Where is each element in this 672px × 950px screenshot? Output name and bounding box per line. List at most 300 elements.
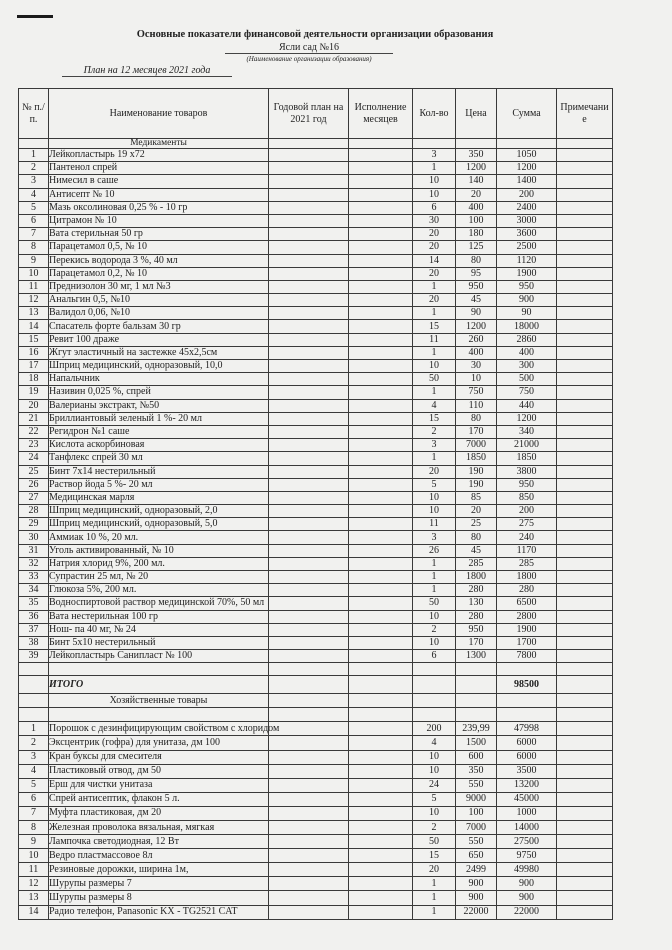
execution-cell bbox=[349, 241, 413, 254]
quantity-cell: 10 bbox=[413, 175, 456, 188]
annual-plan-cell bbox=[269, 722, 349, 736]
sum-cell: 27500 bbox=[497, 835, 557, 849]
sum-cell: 900 bbox=[497, 294, 557, 307]
sum-cell: 750 bbox=[497, 386, 557, 399]
item-name: Ведро пластмассовое 8л bbox=[49, 849, 269, 863]
empty-cell bbox=[19, 663, 49, 676]
item-name: Преднизолон 30 мг, 1 мл №3 bbox=[49, 280, 269, 293]
row-number: 19 bbox=[19, 386, 49, 399]
price-cell: 25 bbox=[456, 518, 497, 531]
annual-plan-cell bbox=[269, 214, 349, 227]
sum-cell: 1850 bbox=[497, 452, 557, 465]
table-row bbox=[19, 478, 613, 491]
table-row bbox=[19, 584, 613, 597]
quantity-cell: 5 bbox=[413, 478, 456, 491]
note-cell bbox=[557, 214, 613, 227]
table-row bbox=[19, 214, 613, 227]
table-row bbox=[19, 531, 613, 544]
execution-cell bbox=[349, 149, 413, 162]
quantity-cell: 30 bbox=[413, 214, 456, 227]
note-cell bbox=[557, 267, 613, 280]
item-name: Кран буксы для смесителя bbox=[49, 750, 269, 764]
sum-cell: 45000 bbox=[497, 792, 557, 806]
col-header-annual-plan: Годовой план на 2021 год bbox=[269, 89, 349, 139]
note-cell bbox=[557, 280, 613, 293]
item-name: Спрей антисептик, флакон 5 л. bbox=[49, 792, 269, 806]
annual-plan-cell bbox=[269, 544, 349, 557]
quantity-cell: 26 bbox=[413, 544, 456, 557]
price-cell: 100 bbox=[456, 214, 497, 227]
empty-cell bbox=[497, 663, 557, 676]
note-cell bbox=[557, 792, 613, 806]
row-number: 4 bbox=[19, 188, 49, 201]
sum-cell: 6500 bbox=[497, 597, 557, 610]
annual-plan-cell bbox=[269, 439, 349, 452]
note-cell bbox=[557, 650, 613, 663]
table-row bbox=[19, 849, 613, 863]
item-name: Напальчник bbox=[49, 373, 269, 386]
execution-cell bbox=[349, 623, 413, 636]
annual-plan-cell bbox=[269, 518, 349, 531]
execution-cell bbox=[349, 905, 413, 919]
price-cell: 1200 bbox=[456, 162, 497, 175]
annual-plan-cell bbox=[269, 360, 349, 373]
empty-cell bbox=[269, 708, 349, 722]
note-cell bbox=[557, 778, 613, 792]
quantity-cell: 10 bbox=[413, 188, 456, 201]
row-number: 5 bbox=[19, 778, 49, 792]
item-name: Медицинская марля bbox=[49, 491, 269, 504]
table-row bbox=[19, 891, 613, 905]
annual-plan-cell bbox=[269, 294, 349, 307]
quantity-cell: 20 bbox=[413, 228, 456, 241]
quantity-cell: 2 bbox=[413, 623, 456, 636]
table-row bbox=[19, 294, 613, 307]
row-number: 13 bbox=[19, 307, 49, 320]
quantity-cell: 20 bbox=[413, 465, 456, 478]
row-number: 7 bbox=[19, 806, 49, 820]
note-cell bbox=[557, 175, 613, 188]
annual-plan-cell bbox=[269, 835, 349, 849]
row-number: 26 bbox=[19, 478, 49, 491]
price-cell: 550 bbox=[456, 835, 497, 849]
sum-cell: 3000 bbox=[497, 214, 557, 227]
empty-cell bbox=[413, 694, 456, 708]
note-cell bbox=[557, 346, 613, 359]
table-row bbox=[19, 188, 613, 201]
sum-cell: 13200 bbox=[497, 778, 557, 792]
table-row bbox=[19, 412, 613, 425]
table-row bbox=[19, 806, 613, 820]
price-cell: 125 bbox=[456, 241, 497, 254]
annual-plan-cell bbox=[269, 412, 349, 425]
execution-cell bbox=[349, 849, 413, 863]
row-number: 1 bbox=[19, 149, 49, 162]
scan-mark bbox=[17, 15, 53, 18]
annual-plan-cell bbox=[269, 736, 349, 750]
row-number: 17 bbox=[19, 360, 49, 373]
price-cell: 140 bbox=[456, 175, 497, 188]
empty-cell bbox=[19, 708, 49, 722]
execution-cell bbox=[349, 778, 413, 792]
table-row bbox=[19, 162, 613, 175]
annual-plan-cell bbox=[269, 399, 349, 412]
section-row-household bbox=[19, 694, 613, 708]
quantity-cell: 1 bbox=[413, 386, 456, 399]
table-row bbox=[19, 201, 613, 214]
row-number: 33 bbox=[19, 571, 49, 584]
quantity-cell: 3 bbox=[413, 439, 456, 452]
row-number: 35 bbox=[19, 597, 49, 610]
table-row bbox=[19, 346, 613, 359]
row-number: 36 bbox=[19, 610, 49, 623]
empty-cell bbox=[497, 139, 557, 149]
price-cell: 950 bbox=[456, 280, 497, 293]
empty-cell bbox=[456, 708, 497, 722]
empty-cell bbox=[497, 694, 557, 708]
empty-cell bbox=[557, 139, 613, 149]
annual-plan-cell bbox=[269, 188, 349, 201]
table-row bbox=[19, 360, 613, 373]
section-title-medications: Медикаменты bbox=[49, 139, 269, 149]
note-cell bbox=[557, 399, 613, 412]
item-name: Перекись водорода 3 %, 40 мл bbox=[49, 254, 269, 267]
quantity-cell: 20 bbox=[413, 294, 456, 307]
table-row bbox=[19, 750, 613, 764]
quantity-cell: 20 bbox=[413, 241, 456, 254]
note-cell bbox=[557, 162, 613, 175]
row-number: 2 bbox=[19, 736, 49, 750]
row-number: 5 bbox=[19, 201, 49, 214]
execution-cell bbox=[349, 863, 413, 877]
note-cell bbox=[557, 750, 613, 764]
annual-plan-cell bbox=[269, 764, 349, 778]
note-cell bbox=[557, 505, 613, 518]
organization-name: Ясли сад №16 bbox=[225, 42, 393, 54]
price-cell: 9000 bbox=[456, 792, 497, 806]
note-cell bbox=[557, 835, 613, 849]
item-name: Уголь активированный, № 10 bbox=[49, 544, 269, 557]
item-name: Пластиковый отвод, дм 50 bbox=[49, 764, 269, 778]
execution-cell bbox=[349, 228, 413, 241]
sum-cell: 1400 bbox=[497, 175, 557, 188]
row-number: 18 bbox=[19, 373, 49, 386]
row-number: 20 bbox=[19, 399, 49, 412]
row-number: 8 bbox=[19, 820, 49, 834]
sum-cell: 280 bbox=[497, 584, 557, 597]
quantity-cell: 4 bbox=[413, 399, 456, 412]
row-number: 3 bbox=[19, 750, 49, 764]
table-row bbox=[19, 465, 613, 478]
price-cell: 80 bbox=[456, 531, 497, 544]
empty-cell bbox=[269, 139, 349, 149]
execution-cell bbox=[349, 491, 413, 504]
row-number: 12 bbox=[19, 294, 49, 307]
price-cell: 950 bbox=[456, 623, 497, 636]
table-row bbox=[19, 452, 613, 465]
quantity-cell: 50 bbox=[413, 835, 456, 849]
sum-cell: 3600 bbox=[497, 228, 557, 241]
table-row bbox=[19, 386, 613, 399]
note-cell bbox=[557, 610, 613, 623]
execution-cell bbox=[349, 188, 413, 201]
execution-cell bbox=[349, 518, 413, 531]
execution-cell bbox=[349, 610, 413, 623]
price-cell: 180 bbox=[456, 228, 497, 241]
note-cell bbox=[557, 806, 613, 820]
item-name: Регидрон №1 саше bbox=[49, 425, 269, 438]
item-name: Пантенол спрей bbox=[49, 162, 269, 175]
table-row bbox=[19, 877, 613, 891]
item-name: Цитрамон № 10 bbox=[49, 214, 269, 227]
quantity-cell: 1 bbox=[413, 584, 456, 597]
row-number: 4 bbox=[19, 764, 49, 778]
table-row bbox=[19, 505, 613, 518]
household-rows bbox=[19, 722, 613, 919]
price-cell: 7000 bbox=[456, 439, 497, 452]
note-cell bbox=[557, 518, 613, 531]
quantity-cell: 6 bbox=[413, 650, 456, 663]
price-cell: 1300 bbox=[456, 650, 497, 663]
execution-cell bbox=[349, 505, 413, 518]
price-cell: 2499 bbox=[456, 863, 497, 877]
price-cell: 1800 bbox=[456, 571, 497, 584]
execution-cell bbox=[349, 557, 413, 570]
quantity-cell: 10 bbox=[413, 750, 456, 764]
row-number: 25 bbox=[19, 465, 49, 478]
execution-cell bbox=[349, 452, 413, 465]
price-cell: 1200 bbox=[456, 320, 497, 333]
empty-cell bbox=[349, 139, 413, 149]
row-number: 7 bbox=[19, 228, 49, 241]
row-number: 39 bbox=[19, 650, 49, 663]
execution-cell bbox=[349, 201, 413, 214]
sum-cell: 285 bbox=[497, 557, 557, 570]
annual-plan-cell bbox=[269, 307, 349, 320]
table-row bbox=[19, 320, 613, 333]
row-number: 15 bbox=[19, 333, 49, 346]
quantity-cell: 15 bbox=[413, 849, 456, 863]
item-name: Глюкоза 5%, 200 мл. bbox=[49, 584, 269, 597]
item-name: Лейкопластырь Санипласт № 100 bbox=[49, 650, 269, 663]
execution-cell bbox=[349, 722, 413, 736]
row-number: 11 bbox=[19, 863, 49, 877]
execution-cell bbox=[349, 346, 413, 359]
item-name: Эксцентрик (гофра) для унитаза, дм 100 bbox=[49, 736, 269, 750]
plan-period: План на 12 месяцев 2021 года bbox=[62, 65, 232, 77]
total-sum: 98500 bbox=[497, 676, 557, 694]
row-number: 32 bbox=[19, 557, 49, 570]
sum-cell: 340 bbox=[497, 425, 557, 438]
quantity-cell: 10 bbox=[413, 610, 456, 623]
row-number: 37 bbox=[19, 623, 49, 636]
annual-plan-cell bbox=[269, 280, 349, 293]
annual-plan-cell bbox=[269, 333, 349, 346]
row-number: 22 bbox=[19, 425, 49, 438]
sum-cell: 400 bbox=[497, 346, 557, 359]
annual-plan-cell bbox=[269, 778, 349, 792]
row-number: 27 bbox=[19, 491, 49, 504]
table-row bbox=[19, 307, 613, 320]
quantity-cell: 1 bbox=[413, 307, 456, 320]
sum-cell: 950 bbox=[497, 280, 557, 293]
row-number: 21 bbox=[19, 412, 49, 425]
item-name: Ерш для чистки унитаза bbox=[49, 778, 269, 792]
price-cell: 170 bbox=[456, 636, 497, 649]
item-name: Анальгин 0,5, №10 bbox=[49, 294, 269, 307]
row-number: 6 bbox=[19, 214, 49, 227]
annual-plan-cell bbox=[269, 849, 349, 863]
quantity-cell: 10 bbox=[413, 636, 456, 649]
quantity-cell: 1 bbox=[413, 346, 456, 359]
empty-cell bbox=[456, 663, 497, 676]
annual-plan-cell bbox=[269, 505, 349, 518]
quantity-cell: 10 bbox=[413, 491, 456, 504]
empty-cell bbox=[269, 663, 349, 676]
annual-plan-cell bbox=[269, 597, 349, 610]
sum-cell: 200 bbox=[497, 505, 557, 518]
execution-cell bbox=[349, 650, 413, 663]
col-header-note: Примечание bbox=[557, 89, 613, 139]
execution-cell bbox=[349, 792, 413, 806]
sum-cell: 1000 bbox=[497, 806, 557, 820]
price-cell: 190 bbox=[456, 478, 497, 491]
empty-cell bbox=[557, 663, 613, 676]
note-cell bbox=[557, 905, 613, 919]
price-cell: 100 bbox=[456, 806, 497, 820]
annual-plan-cell bbox=[269, 267, 349, 280]
sum-cell: 90 bbox=[497, 307, 557, 320]
price-cell: 350 bbox=[456, 149, 497, 162]
empty-cell bbox=[349, 676, 413, 694]
note-cell bbox=[557, 636, 613, 649]
price-cell: 130 bbox=[456, 597, 497, 610]
annual-plan-cell bbox=[269, 820, 349, 834]
table-row bbox=[19, 280, 613, 293]
price-cell: 239,99 bbox=[456, 722, 497, 736]
note-cell bbox=[557, 571, 613, 584]
col-header-price: Цена bbox=[456, 89, 497, 139]
note-cell bbox=[557, 891, 613, 905]
price-cell: 80 bbox=[456, 254, 497, 267]
quantity-cell: 3 bbox=[413, 531, 456, 544]
price-cell: 900 bbox=[456, 891, 497, 905]
sum-cell: 22000 bbox=[497, 905, 557, 919]
col-header-sum: Сумма bbox=[497, 89, 557, 139]
note-cell bbox=[557, 491, 613, 504]
item-name: Шприц медицинский, одноразовый, 10,0 bbox=[49, 360, 269, 373]
empty-cell bbox=[497, 708, 557, 722]
price-cell: 45 bbox=[456, 294, 497, 307]
note-cell bbox=[557, 320, 613, 333]
sum-cell: 1200 bbox=[497, 412, 557, 425]
execution-cell bbox=[349, 584, 413, 597]
empty-cell bbox=[349, 708, 413, 722]
price-cell: 80 bbox=[456, 412, 497, 425]
table-row bbox=[19, 267, 613, 280]
annual-plan-cell bbox=[269, 584, 349, 597]
table-row bbox=[19, 792, 613, 806]
sum-cell: 900 bbox=[497, 877, 557, 891]
table-row bbox=[19, 254, 613, 267]
medications-rows bbox=[19, 149, 613, 663]
execution-cell bbox=[349, 764, 413, 778]
quantity-cell: 1 bbox=[413, 280, 456, 293]
item-name: Нимесил в саше bbox=[49, 175, 269, 188]
sum-cell: 47998 bbox=[497, 722, 557, 736]
row-number: 31 bbox=[19, 544, 49, 557]
sum-cell: 2860 bbox=[497, 333, 557, 346]
empty-cell bbox=[349, 663, 413, 676]
execution-cell bbox=[349, 478, 413, 491]
sum-cell: 1120 bbox=[497, 254, 557, 267]
table-row bbox=[19, 175, 613, 188]
row-number: 16 bbox=[19, 346, 49, 359]
empty-cell bbox=[49, 663, 269, 676]
col-header-number: № п./п. bbox=[19, 89, 49, 139]
item-name: Антисепт № 10 bbox=[49, 188, 269, 201]
row-number: 23 bbox=[19, 439, 49, 452]
note-cell bbox=[557, 557, 613, 570]
table-row bbox=[19, 149, 613, 162]
sum-cell: 275 bbox=[497, 518, 557, 531]
blank-row bbox=[19, 708, 613, 722]
sum-cell: 21000 bbox=[497, 439, 557, 452]
organization-caption: (Наименование организации образования) bbox=[246, 55, 372, 63]
empty-cell bbox=[49, 708, 269, 722]
note-cell bbox=[557, 373, 613, 386]
annual-plan-cell bbox=[269, 623, 349, 636]
row-number: 12 bbox=[19, 877, 49, 891]
item-name: Називин 0,025 %, спрей bbox=[49, 386, 269, 399]
note-cell bbox=[557, 149, 613, 162]
annual-plan-cell bbox=[269, 452, 349, 465]
annual-plan-cell bbox=[269, 877, 349, 891]
sum-cell: 300 bbox=[497, 360, 557, 373]
sum-cell: 1050 bbox=[497, 149, 557, 162]
table-row bbox=[19, 544, 613, 557]
item-name: Бинт 7х14 нестерильный bbox=[49, 465, 269, 478]
item-name: Лампочка светодиодная, 12 Вт bbox=[49, 835, 269, 849]
quantity-cell: 2 bbox=[413, 425, 456, 438]
quantity-cell: 15 bbox=[413, 412, 456, 425]
row-number: 1 bbox=[19, 722, 49, 736]
price-cell: 400 bbox=[456, 201, 497, 214]
note-cell bbox=[557, 544, 613, 557]
price-cell: 7000 bbox=[456, 820, 497, 834]
execution-cell bbox=[349, 267, 413, 280]
annual-plan-cell bbox=[269, 373, 349, 386]
row-number: 24 bbox=[19, 452, 49, 465]
row-number: 29 bbox=[19, 518, 49, 531]
sum-cell: 9750 bbox=[497, 849, 557, 863]
quantity-cell: 10 bbox=[413, 360, 456, 373]
empty-cell bbox=[413, 139, 456, 149]
sum-cell: 14000 bbox=[497, 820, 557, 834]
empty-cell bbox=[19, 139, 49, 149]
table-row bbox=[19, 518, 613, 531]
quantity-cell: 15 bbox=[413, 320, 456, 333]
note-cell bbox=[557, 294, 613, 307]
item-name: Шурупы размеры 7 bbox=[49, 877, 269, 891]
execution-cell bbox=[349, 820, 413, 834]
note-cell bbox=[557, 736, 613, 750]
execution-cell bbox=[349, 750, 413, 764]
blank-row bbox=[19, 663, 613, 676]
execution-cell bbox=[349, 412, 413, 425]
price-cell: 350 bbox=[456, 764, 497, 778]
sum-cell: 1800 bbox=[497, 571, 557, 584]
